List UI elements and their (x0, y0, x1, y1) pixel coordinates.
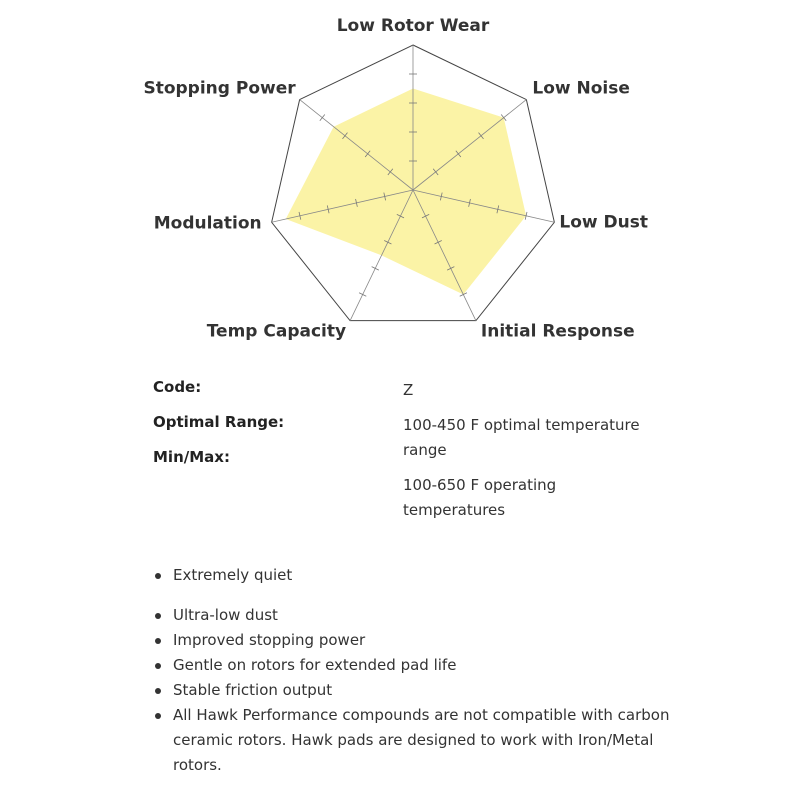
axis-label-initial-response: Initial Response (480, 321, 635, 342)
axis-tick (372, 267, 379, 270)
list-item: Ultra-low dust (150, 603, 670, 628)
min-max-value: 100-650 F operating temperatures (403, 476, 557, 519)
list-item: Extremely quiet (150, 563, 670, 588)
code-value: Z (403, 381, 414, 399)
list-item: Stable friction output (150, 678, 670, 703)
optimal-range-label: Optimal Range: (153, 413, 285, 431)
feature-list (150, 563, 670, 778)
min-max-label: Min/Max: (153, 448, 230, 466)
axis-label-low-noise: Low Noise (532, 78, 630, 99)
axis-label-temp-capacity: Temp Capacity (206, 321, 347, 342)
list-item: Gentle on rotors for extended pad life (150, 653, 670, 678)
code-label: Code: (153, 378, 202, 396)
axis-label-modulation: Modulation (153, 213, 262, 234)
axis-label-low-dust: Low Dust (559, 212, 648, 233)
optimal-range-value: 100-450 F optimal temperature range (403, 416, 640, 459)
radar-chart (0, 0, 800, 360)
list-item: All Hawk Performance compounds are not compatible with carbon ceramic rotors. Hawk pads are designed to work with Iron/Metal rotors. (150, 703, 670, 778)
axis-label-low-rotor-wear: Low Rotor Wear (336, 16, 490, 36)
axis-tick (359, 293, 366, 296)
axis-tick (320, 115, 325, 121)
list-item: Improved stopping power (150, 628, 670, 653)
axis-label-stopping-power: Stopping Power (143, 78, 296, 99)
